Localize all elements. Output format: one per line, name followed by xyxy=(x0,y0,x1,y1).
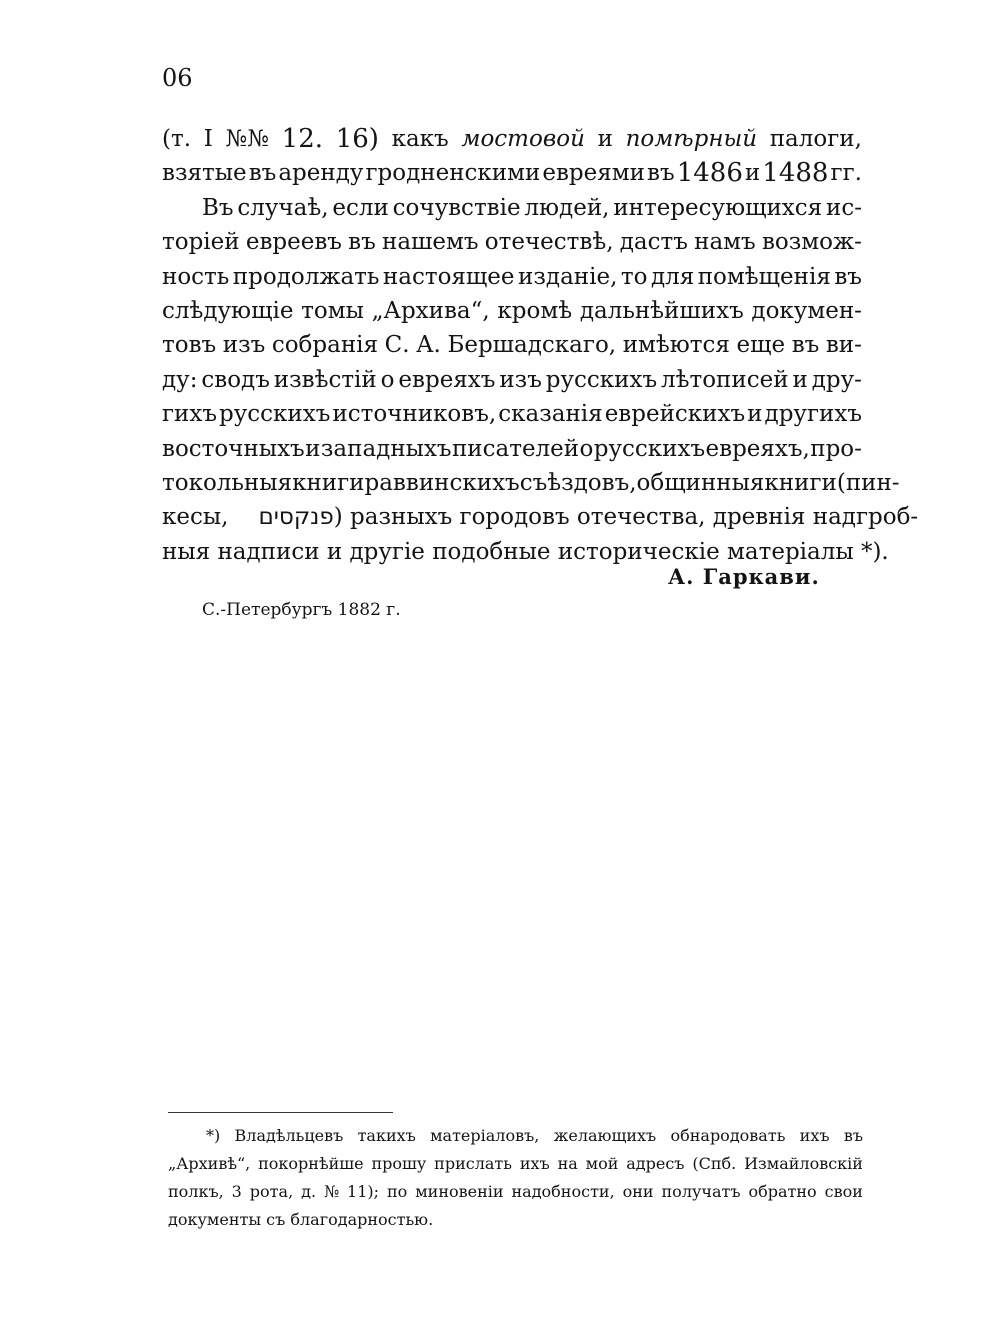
word: въ xyxy=(791,332,820,359)
word: адресъ xyxy=(626,1154,685,1173)
word: слѣдующіе xyxy=(162,298,294,325)
word: 12. xyxy=(281,124,324,154)
word: ви- xyxy=(825,332,862,359)
word: аренду xyxy=(278,160,364,187)
word: (Спб. xyxy=(692,1154,737,1173)
word: свои xyxy=(824,1182,863,1201)
word: русскихъ xyxy=(545,366,658,393)
word: и xyxy=(792,366,808,393)
word: для xyxy=(650,263,695,290)
word: евреевъ xyxy=(245,229,342,256)
word: Владѣльцевъ xyxy=(234,1126,344,1145)
word: 16) xyxy=(335,124,379,154)
word: лѣтописей xyxy=(660,366,789,393)
text-line-5 xyxy=(162,260,862,294)
word: книги xyxy=(764,470,837,497)
word: полкъ, xyxy=(168,1182,224,1201)
word: раввинскихъ xyxy=(364,470,520,497)
word: сказанія xyxy=(498,401,603,428)
text-line-10 xyxy=(162,432,862,466)
word: С. xyxy=(384,332,410,359)
text-line-1 xyxy=(162,122,862,156)
footnote xyxy=(168,1122,863,1234)
word: если xyxy=(332,194,389,221)
footnote-line-1 xyxy=(168,1122,863,1150)
text-line-12 xyxy=(162,500,919,534)
word: миновеніи xyxy=(415,1182,504,1201)
word: какъ xyxy=(391,126,449,152)
word: случаѣ, xyxy=(237,194,329,221)
word: получатъ xyxy=(661,1182,741,1201)
word: и xyxy=(744,160,761,187)
word: писателей xyxy=(451,435,580,462)
footnote-line-4: документы съ благодарностью. xyxy=(168,1210,434,1229)
word: сводъ xyxy=(201,366,270,393)
word: и xyxy=(305,435,321,462)
word: собранія xyxy=(271,332,379,359)
year: 1488 xyxy=(762,158,829,189)
word: д. xyxy=(301,1182,317,1201)
word: изъ xyxy=(499,366,542,393)
word: въ xyxy=(843,1126,863,1145)
word: „Архива“, xyxy=(371,298,490,325)
word: кесы, xyxy=(162,504,229,531)
word: настоящее xyxy=(382,263,515,290)
word: взятые xyxy=(162,160,247,187)
hebrew-word: פנקסים xyxy=(258,504,334,531)
text-line-2 xyxy=(162,156,862,190)
word: русскихъ xyxy=(593,435,706,462)
word: евреяхъ xyxy=(398,366,496,393)
word: дру- xyxy=(811,366,862,393)
word: кромѣ xyxy=(497,298,573,325)
word: въ xyxy=(647,160,675,187)
year: 1486 xyxy=(676,158,743,189)
footnote-line-2 xyxy=(168,1150,863,1178)
word: возмож- xyxy=(761,229,862,256)
word: рота, xyxy=(249,1182,294,1201)
word: то xyxy=(620,263,648,290)
word: о xyxy=(579,435,594,462)
word: гродненскими xyxy=(365,160,541,187)
word: дальнѣйшихъ xyxy=(579,298,744,325)
word: ис- xyxy=(826,194,862,221)
word: восточныхъ xyxy=(162,435,305,462)
word: въ xyxy=(834,263,862,290)
word: и xyxy=(747,401,763,428)
word: въ xyxy=(248,160,277,187)
word: еще xyxy=(736,332,786,359)
word: людей, xyxy=(524,194,610,221)
word: съѣздовъ, xyxy=(519,470,637,497)
word: источниковъ, xyxy=(332,401,497,428)
text-line-8 xyxy=(162,363,862,397)
word: матеріаловъ, xyxy=(430,1126,540,1145)
word: 11); xyxy=(347,1182,380,1201)
place-date: С.-Петербургъ 1882 г. xyxy=(202,600,401,620)
text-line-4 xyxy=(162,225,862,259)
text-line-9 xyxy=(162,397,862,431)
word: ихъ xyxy=(799,1126,830,1145)
word: прошу xyxy=(371,1154,427,1173)
word: русскихъ xyxy=(219,401,331,428)
word: № xyxy=(323,1182,340,1201)
word: надобности, xyxy=(511,1182,615,1201)
word: ность xyxy=(162,263,230,290)
word: изданіе, xyxy=(518,263,618,290)
text-line-11 xyxy=(162,466,900,500)
word: мой xyxy=(585,1154,619,1173)
word: „Архивѣ“, xyxy=(168,1154,251,1173)
word: на xyxy=(557,1154,578,1173)
main-text xyxy=(162,122,919,569)
word: обнародовать xyxy=(670,1126,786,1145)
text-line-7 xyxy=(162,328,862,362)
word: гихъ xyxy=(162,401,217,428)
word: покорнѣйше xyxy=(258,1154,364,1173)
word: намъ xyxy=(694,229,756,256)
word: евреяхъ, xyxy=(705,435,810,462)
word: (т. xyxy=(162,126,192,152)
word: №№ xyxy=(225,126,269,152)
footnote-line-3 xyxy=(168,1178,863,1206)
text-line-6 xyxy=(162,294,862,328)
word: дастъ xyxy=(619,229,688,256)
word: товъ xyxy=(162,332,217,359)
word: обратно xyxy=(748,1182,817,1201)
word: томы xyxy=(301,298,364,325)
word: сочувствіе xyxy=(392,194,521,221)
word: книги xyxy=(292,470,365,497)
word: *) xyxy=(206,1126,221,1145)
word: общинныя xyxy=(636,470,765,497)
word: Въ xyxy=(202,194,234,221)
word: I xyxy=(203,126,213,152)
word: докумен- xyxy=(751,298,862,325)
word: про- xyxy=(810,435,862,462)
text-line-13: ныя надписи и другіе подобные историческіе матеріалы *). xyxy=(162,538,889,565)
word: палоги, xyxy=(769,126,862,152)
word: ду: xyxy=(162,366,198,393)
word: такихъ xyxy=(357,1126,416,1145)
line-remainder: ) разныхъ городовъ отечества, древнія надгроб- xyxy=(333,504,919,531)
word: прислать xyxy=(434,1154,512,1173)
word: другихъ xyxy=(764,401,862,428)
footnote-divider xyxy=(168,1112,393,1113)
word: помѣщенія xyxy=(697,263,831,290)
word: интересующихся xyxy=(613,194,823,221)
word: продолжать xyxy=(232,263,380,290)
page-number: 06 xyxy=(162,64,193,92)
word: по xyxy=(386,1182,408,1201)
word: ихъ xyxy=(519,1154,550,1173)
word: еврейскихъ xyxy=(604,401,746,428)
word: извѣстій xyxy=(273,366,377,393)
word: А. xyxy=(416,332,441,359)
word: желающихъ xyxy=(553,1126,657,1145)
word: нашемъ xyxy=(381,229,479,256)
word: евреями xyxy=(542,160,645,187)
text-line-3 xyxy=(162,191,862,225)
word: изъ xyxy=(222,332,266,359)
word: отечествѣ, xyxy=(484,229,614,256)
word: гг. xyxy=(830,160,862,187)
word: западныхъ xyxy=(320,435,452,462)
word: Бершадскаго, xyxy=(447,332,617,359)
signature: А. Гаркави. xyxy=(668,564,820,589)
word: и xyxy=(597,126,613,152)
italic-term: мостовой xyxy=(461,126,585,152)
word: торіей xyxy=(162,229,240,256)
word: они xyxy=(622,1182,654,1201)
word: 3 xyxy=(231,1182,242,1201)
word: (пин- xyxy=(836,470,900,497)
word: Измайловскій xyxy=(744,1154,863,1173)
italic-term: помѣрный xyxy=(625,126,758,152)
word: въ xyxy=(348,229,376,256)
word: имѣются xyxy=(622,332,730,359)
word: токольныя xyxy=(162,470,293,497)
word: о xyxy=(380,366,395,393)
